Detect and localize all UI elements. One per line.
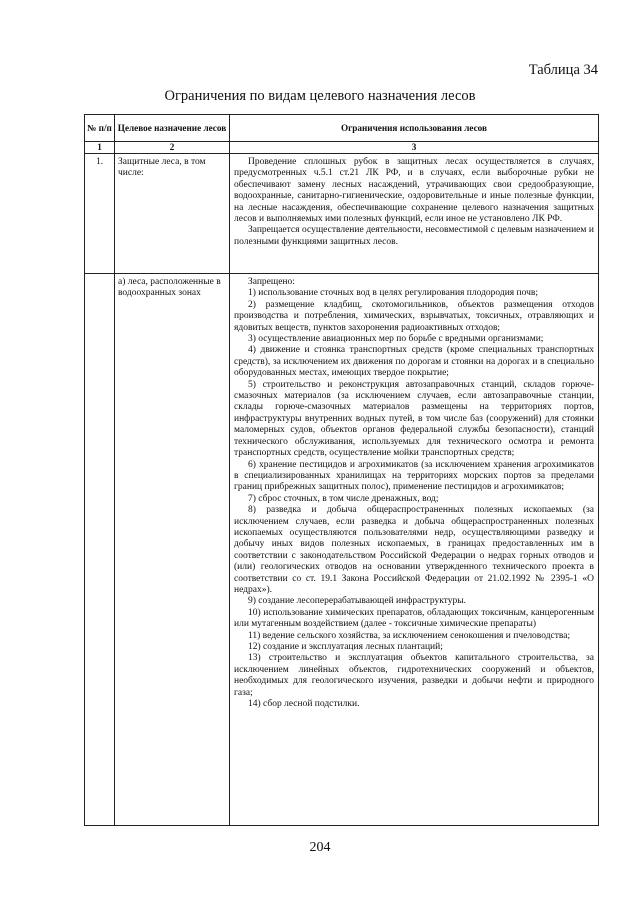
restriction-item: 3) осуществление авиационных мер по борьбе с вредными организмами; — [248, 334, 544, 345]
column-number: 2 — [115, 142, 230, 154]
table-row — [85, 274, 599, 826]
table-row — [85, 154, 599, 274]
row-number — [85, 274, 115, 826]
column-number: 1 — [85, 142, 115, 154]
header-row — [85, 115, 599, 142]
row-purpose: Защитные леса, в том числе: — [115, 154, 230, 274]
row-number: 1. — [85, 154, 115, 274]
column-header-restrictions: Ограничения использования лесов — [230, 115, 599, 142]
restriction-item: 7) сброс сточных, в том числе дренажных, вод; — [248, 493, 439, 504]
column-number: 3 — [230, 142, 599, 154]
restriction-item: 8) разведка и добыча общераспространенных полезных ископаемых (за исключением случаев, если разведка и добыча общераспространенных полезных ископаемых осуществляются пользователями недр, осуществляющими разведку и добычу иных видов полезных ископаемых, в границах предоставленных им в соответствии с законодательством Российской Федерации о недрах горных отводов и (или) геологических отводов на основании утвержденного технического проекта в соответствии со ст. 19.1 Закона Российской Федерации от 21.02.1992 № 2395-1 «О недрах»). — [234, 505, 594, 595]
restriction-item: 5) строительство и реконструкция автозаправочных станций, складов горюче-смазочных материалов (за исключением случаев, если автозаправочные станции, склады горюче-смазочных материалов размещены на территориях портов, инфраструктуры внутренних водных путей, в том числе баз (сооружений) для стоянки маломерных судов, объектов органов федеральной службы безопасности), станций технического обслуживания, используемых для технического осмотра и ремонта транспортных средств, осуществление мойки транспортных средств; — [234, 379, 594, 459]
row-restrictions — [230, 274, 599, 826]
restriction-item: 2) размещение кладбищ, скотомогильников, объектов размещения отходов производства и потребления, химических, взрывчатых, токсичных, отравляющих и ядовитых веществ, пунктов захоронения радиоактивных отходов; — [234, 299, 594, 333]
restriction-paragraph: Запрещается осуществление деятельности, несовместимой с целевым назначением и полезными функциями защитных лесов. — [234, 225, 594, 247]
restriction-item: 1) использование сточных вод в целях регулирования плодородия почв; — [248, 288, 539, 299]
restriction-paragraph: Проведение сплошных рубок в защитных лесах осуществляется в случаях, предусмотренных ч.5.1 ст.21 ЛК РФ, и в случаях, если выборочные рубки не обеспечивают замену лесных насаждений, утрачивающих свои средообразующие, водоохранные, санитарно-гигиенические, оздоровительные и иные полезные функции, на лесные насаждения, обеспечивающие сохранение целевого назначения защитных лесов и выполняемых ими полезных функций, если иное не установлено ЛК РФ. — [234, 157, 594, 225]
restriction-item: 12) создание и эксплуатация лесных плантаций; — [248, 642, 443, 652]
restriction-item: 11) ведение сельского хозяйства, за исключением сенокошения и пчеловодства; — [248, 630, 571, 641]
page-number: 204 — [309, 840, 331, 855]
column-header-num: № п/п — [85, 115, 115, 142]
row-purpose: а) леса, расположенные в водоохранных зонах — [115, 274, 230, 826]
page-heading: Ограничения по видам целевого назначения лесов — [164, 88, 476, 104]
table-label: Таблица 34 — [528, 62, 598, 78]
column-number-row — [85, 142, 599, 154]
restriction-item: 14) сбор лесной подстилки. — [248, 699, 360, 710]
row-restrictions — [230, 154, 599, 274]
restrictions-table — [84, 114, 599, 826]
restriction-item: 6) хранение пестицидов и агрохимикатов (за исключением хранения агрохимикатов в специализированных хранилищах на территориях морских портов за пределами границ прибрежных защитных полос), применение пестицидов и агрохимикатов; — [234, 459, 594, 493]
restriction-intro: Запрещено: — [248, 277, 295, 287]
restriction-item: 4) движение и стоянка транспортных средств (кроме специальных транспортных средств), за исключением их движения по дорогам и стоянки на дорогах и в специально оборудованных местах, имеющих твердое покрытие; — [234, 345, 594, 379]
restriction-item: 13) строительство и эксплуатация объектов капитального строительства, за исключением линейных объектов, гидротехнических сооружений и объектов, необходимых для геологического изучения, разведки и добычи нефти и природного газа; — [234, 653, 594, 698]
restriction-item: 9) создание лесоперерабатывающей инфраструктуры. — [248, 596, 466, 607]
restriction-item: 10) использование химических препаратов, обладающих токсичным, канцерогенным или мутагенным воздействием (далее - токсичные химические препараты) — [234, 607, 594, 630]
column-header-purpose: Целевое назначение лесов — [115, 115, 230, 142]
